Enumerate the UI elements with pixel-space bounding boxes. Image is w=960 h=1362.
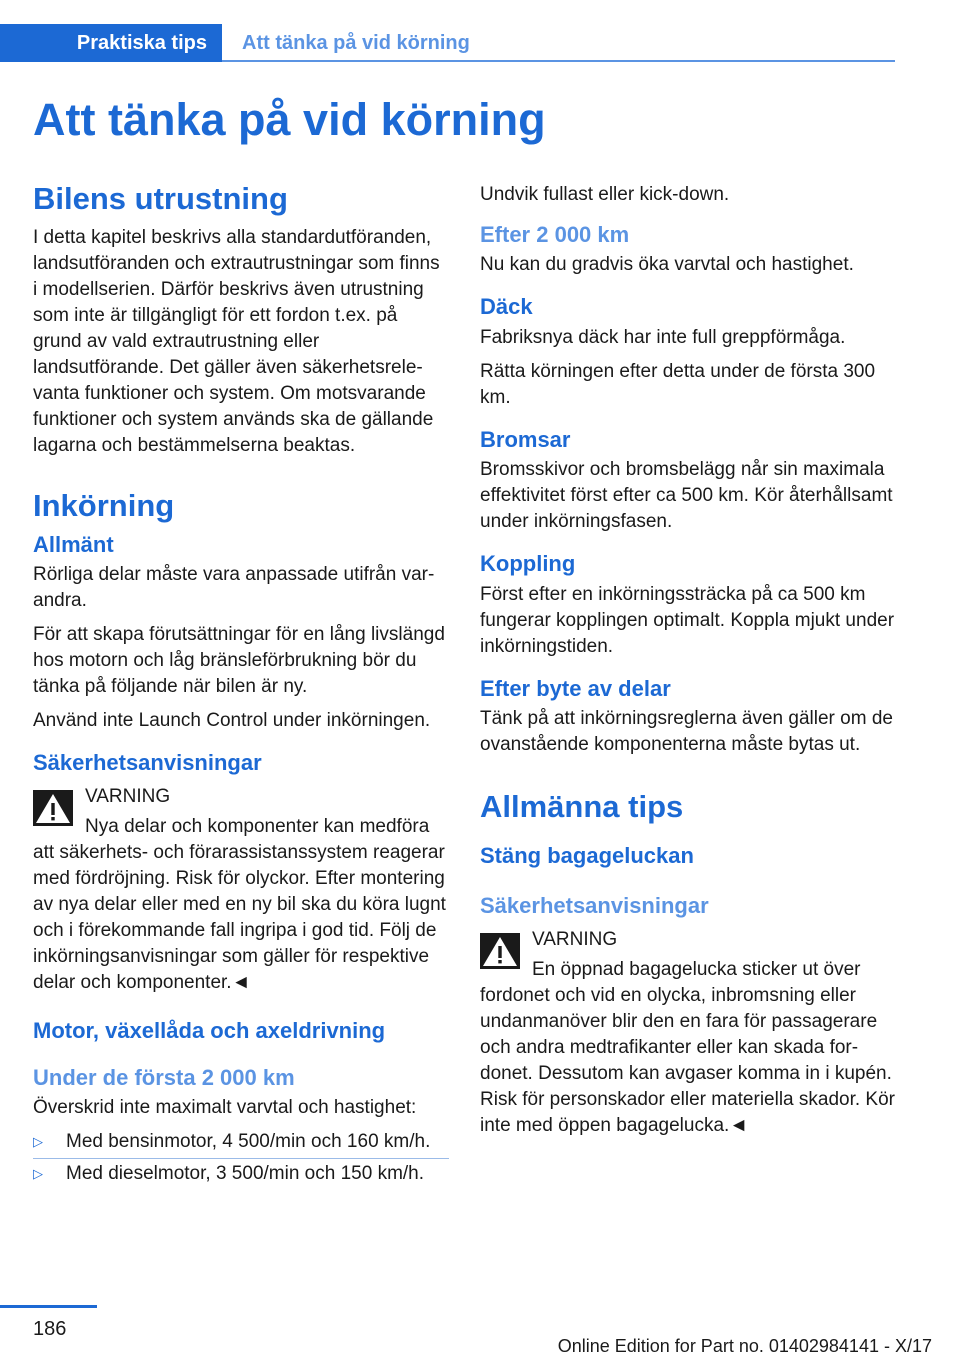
general-heading: Allmänt — [33, 531, 114, 557]
after-2000-text: Nu kan du gradvis öka varvtal och hastighet. — [480, 254, 854, 276]
right-column — [480, 182, 900, 1139]
list-item — [33, 1129, 449, 1155]
warning-triangle-icon — [480, 933, 520, 969]
clutch-heading: Koppling — [480, 551, 576, 577]
tyres-paragraph-2: Rätta körningen efter detta under de första 300 km. — [480, 360, 876, 408]
footer-rule — [0, 1305, 97, 1308]
tyres-paragraph-1: Fabriksnya däck har inte full greppförmåga. — [480, 326, 846, 348]
equipment-text: I detta kapitel beskrivs alla standardutföranden, landsutföranden och extrautrustningar som finns i modellserien. Därför beskrivs även utrustning som inte är tillgängligt för ett fordon t.ex. på grund av vald extrautrustning eller landsutförande. Det gäller även säkerhetsrelevanta funktioner och system. Om motsvarande funktioner och system används ska de gällande lagarna och bestämmelserna beaktas. — [33, 226, 440, 456]
parts-heading: Efter byte av delar — [480, 675, 671, 701]
warning-block-2 — [480, 927, 900, 1139]
edition-note: Online Edition for Part no. 01402984141 - X/17 — [557, 1336, 932, 1356]
tips-heading: Allmänna tips — [480, 788, 684, 824]
first-2000-text: Överskrid inte maximalt varvtal och hastighet: — [33, 1097, 417, 1119]
speed-limits-list — [33, 1129, 449, 1187]
left-column — [33, 180, 449, 1193]
brakes-text: Bromsskivor och bromsbelägg når sin maximala effektivitet först efter ca 500 km. Kör återhållsamt under inkörningsfasen. — [480, 459, 893, 533]
header-rule — [222, 60, 895, 62]
full-load-text: Undvik fullast eller kick-down. — [480, 184, 730, 205]
list-divider — [33, 1158, 449, 1159]
breakin-heading: Inkörning — [33, 487, 175, 523]
list-item — [33, 1161, 449, 1187]
trunk-heading: Stäng bagageluckan — [480, 842, 694, 868]
warning-triangle-icon — [33, 790, 73, 826]
brakes-heading: Bromsar — [480, 426, 571, 452]
header-bar — [0, 24, 895, 62]
first-2000-heading: Under de första 2 000 km — [33, 1064, 295, 1090]
safety-heading-2: Säkerhetsanvisningar — [480, 893, 709, 919]
page-title: Att tänka på vid körning — [33, 94, 546, 145]
warning-label: VARNING — [532, 929, 618, 951]
after-2000-heading: Efter 2 000 km — [480, 222, 630, 247]
warning-text: Nya delar och komponenter kan medföra att säkerhets- och förarassistanssystem reagerar med fördröjning. Risk för olyckor. Efter montering av nya delar eller med en ny bil ska du köra lugnt och i förekommande fall ingripa i god tid. Följ de inkörningsanvisningar som gäller för respektive delar och komponenter.◄ — [33, 816, 446, 994]
tyres-heading: Däck — [480, 294, 533, 320]
breadcrumb[interactable]: Att tänka på vid körning — [242, 32, 470, 54]
list-item-text: Med dieselmotor, 3 500/min och 150 km/h. — [66, 1163, 425, 1185]
clutch-text: Först efter en inkörningssträcka på ca 500 km fungerar kopplingen optimalt. Koppla mjukt under inkörningstiden. — [480, 583, 895, 657]
list-item-text: Med bensinmotor, 4 500/min och 160 km/h. — [66, 1131, 431, 1153]
section-tab[interactable]: Praktiska tips — [0, 24, 222, 62]
warning-text: En öppnad bagagelucka sticker ut över fordonet och vid en olycka, inbromsning eller undanmanöver blir den en fara för passagerare och andra medtrafikanter eller kan skada fordonet. Dessutom kan avgaser komma in i kupén. Risk för personskador eller materiella skador. Kör inte med öppen bagagelucka.◄ — [480, 959, 896, 1137]
equipment-heading: Bilens utrustning — [33, 181, 288, 216]
page-number: 186 — [33, 1318, 67, 1340]
safety-heading: Säkerhetsanvisningar — [33, 749, 262, 775]
general-paragraph-1: Rörliga delar måste vara anpassade utifrån varandra. — [33, 563, 435, 611]
triangle-bullet-icon: ▷ — [33, 1166, 43, 1182]
general-paragraph-3: Använd inte Launch Control under inkörningen. — [33, 709, 431, 731]
warning-block — [33, 784, 449, 996]
triangle-bullet-icon: ▷ — [33, 1134, 43, 1150]
warning-label: VARNING — [85, 786, 171, 808]
motor-heading: Motor, växellåda och axeldrivning — [33, 1018, 386, 1044]
general-paragraph-2: För att skapa förutsättningar för en lång livslängd hos motorn och låg bränsleförbrukning bör du tänka på följande när bilen är ny. — [33, 623, 445, 697]
parts-text: Tänk på att inkörningsreglerna även gäller om de ovanstående komponenterna måste bytas ut. — [480, 707, 893, 755]
